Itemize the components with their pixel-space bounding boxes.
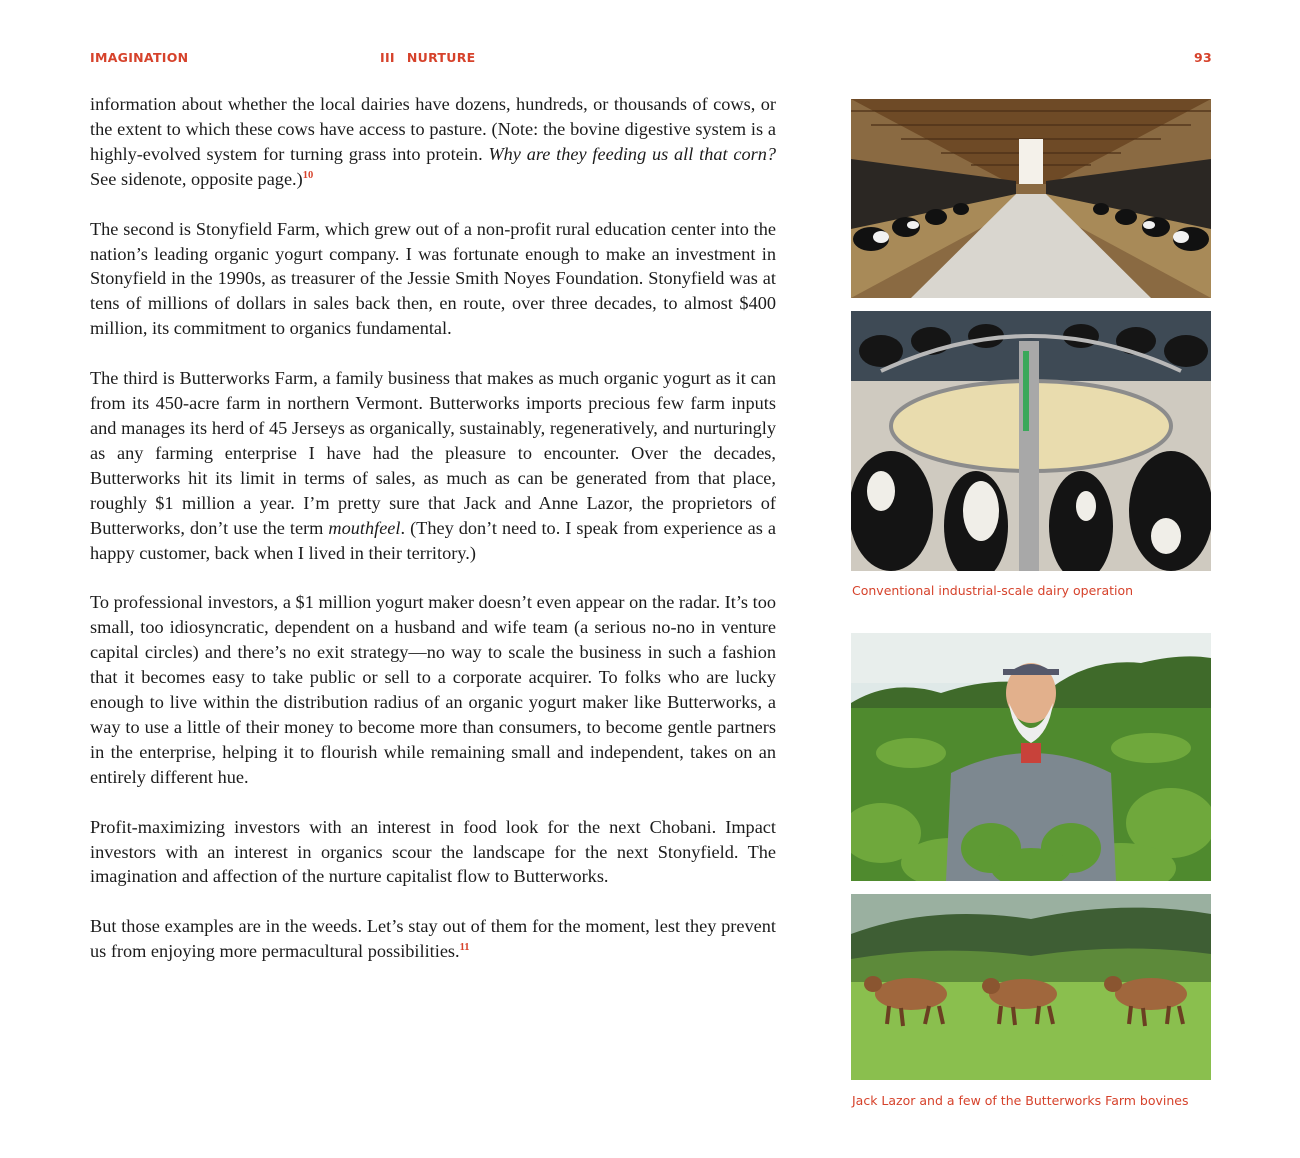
photo-barn-interior [851, 99, 1211, 298]
body-text [90, 92, 776, 989]
paragraph-2: The second is Stonyfield Farm, which grew out of a non-profit rural education center into the nation’s leading organic yogurt company. I was fortunate enough to make an investment in Stonyfield in the 1990s, as treasurer of the Jessie Smith Noyes Foundation. Stonyfield was at tens of millions of dollars in sales back then, en route, over three decades, to almost $400 million, its commitment to organics fundamental. [90, 218, 776, 339]
chapter-label [380, 50, 475, 65]
endnote-ref[interactable]: 11 [459, 942, 470, 954]
chapter-number: III [380, 50, 395, 65]
endnote-ref[interactable]: 10 [302, 169, 314, 181]
photo-rotary-parlor [851, 311, 1211, 571]
paragraph-1: information about whether the local dairies have dozens, hundreds, or thousands of cows, or the extent to which these cows have access to pasture. (Note: the bovine digestive system is a highly-evolved system for turning grass into protein. Why are they feeding us all that corn? See sidenote, opposite page.)$^{10}$ [90, 94, 776, 189]
caption-dairy: Conventional industrial-scale dairy operation [852, 583, 1134, 598]
italic-term: mouthfeel [328, 517, 401, 538]
paragraph-5: Profit-maximizing investors with an interest in food look for the next Chobani. Impact investors with an interest in organics scour the landscape for the next Stonyfield. The imagination and affection of the nurture capitalist flow to Butterworks. [90, 816, 776, 887]
photo-farmer-field [851, 633, 1211, 881]
running-header [0, 50, 1300, 66]
italic-question: Why are they feeding us all that corn? [488, 143, 776, 164]
paragraph-6: But those examples are in the weeds. Let’s stay out of them for the moment, lest they prevent us from enjoying more permacultural possibilities.$^{11}$ [90, 916, 776, 962]
paragraph-4: To professional investors, a $1 million yogurt maker doesn’t even appear on the radar. It’s too small, too idiosyncratic, dependent on a husband and wife team (a serious no-no in venture capital circles) and there’s no exit strategy—no way to scale the business in such a fashion that it becomes easy to take public or sell to a corporate acquirer. To folks who are lucky enough to live within the distribution radius of an organic yogurt maker like Butterworks, a way to use a little of their money to become more than consumers, to become gentle partners in the enterprise, helping it to flourish while remaining small and independent, takes on an entirely different hue. [90, 592, 776, 787]
photo-pasture-cows [851, 894, 1211, 1080]
chapter-title: NURTURE [406, 50, 476, 65]
section-label: IMAGINATION [90, 50, 189, 65]
caption-butterworks: Jack Lazor and a few of the Butterworks Farm bovines [852, 1093, 1189, 1108]
paragraph-3: The third is Butterworks Farm, a family business that makes as much organic yogurt as it can from its 450-acre farm in northern Vermont. Butterworks imports precious few farm inputs and manages its herd of 45 Jerseys as organically, sustainably, regeneratively, and nurturingly as any farming enterprise I have had the pleasure to encounter. Over the decades, Butterworks hit its limit in terms of sales, as much as can be generated from that place, roughly $1 million a year. I’m pretty sure that Jack and Anne Lazor, the proprietors of Butterworks, don’t use the term mouthfeel. (They don’t need to. I speak from experience as a happy customer, back when I lived in their territory.) [90, 368, 777, 563]
page-number: 93 [1194, 50, 1212, 65]
